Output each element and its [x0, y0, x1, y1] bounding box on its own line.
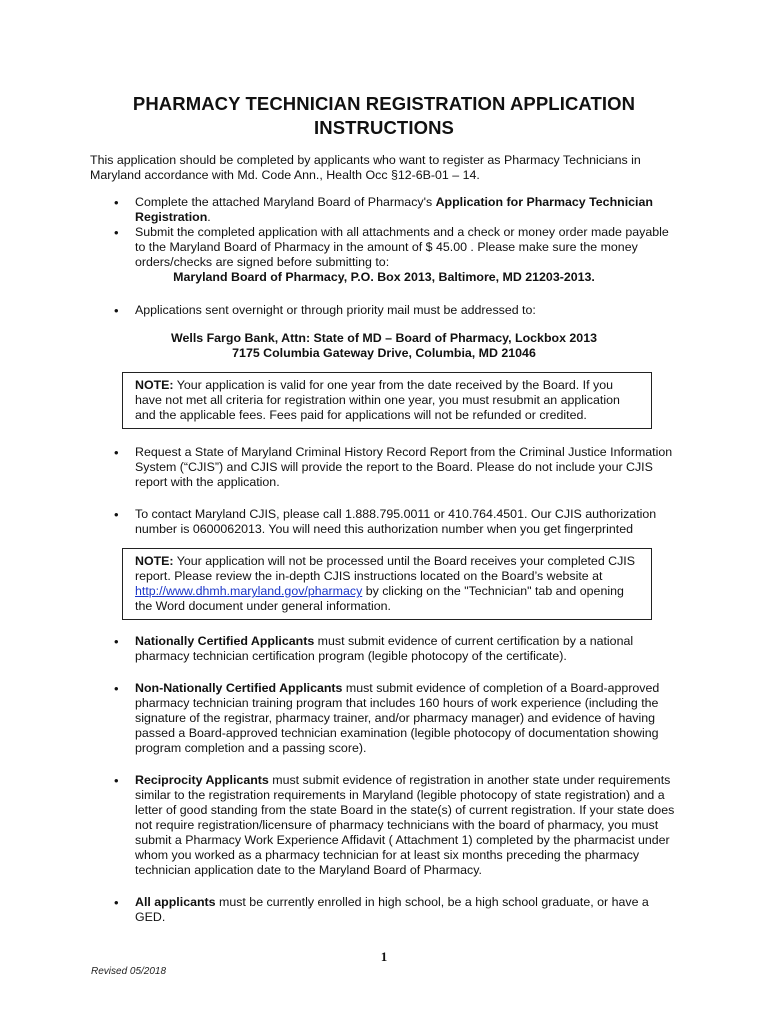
list-item-complete-application: • Complete the attached Maryland Board of Pharmacy's Application for Pharmacy Technician Registration.	[90, 195, 678, 225]
page-number: 1	[380, 949, 388, 964]
mailing-address: Maryland Board of Pharmacy, P.O. Box 2013, Baltimore, MD 21203-2013.	[173, 270, 595, 284]
bullet-list-1	[90, 195, 678, 318]
revision-date: Revised 05/2018	[91, 966, 167, 977]
list-item-cjis-request: • Request a State of Maryland Criminal History Record Report from the Criminal Justice Information System (“CJIS”) and CJIS will provide the report to the Board. Please do not include your CJIS report with the application.	[90, 445, 678, 490]
note-text: Your application is valid for one year from the date received by the Board. If you have not met all criteria for registration within one year, you must resubmit an application and the applicable fees. Fees paid for applications will not be refunded or credited.	[135, 378, 620, 422]
list-item-submit-payment: • Submit the completed application with all attachments and a check or money order made payable to the Maryland Board of Pharmacy in the amount of $ 45.00 . Please make sure the money orders/checks are signed before submitting to: Maryland Board of Pharmacy, P.O. Box 2013, Baltimore, MD 21203-2013.	[90, 225, 678, 285]
bullet-list-3	[90, 634, 678, 925]
note-box-validity	[122, 372, 652, 429]
lockbox-address-line-2: 7175 Columbia Gateway Drive, Columbia, MD 21046	[232, 346, 536, 360]
list-item-reciprocity: • Reciprocity Applicants must submit evidence of registration in another state under requirements similar to the registration requirements in Maryland (legible photocopy of state registration) and a letter of good standing from the state Board in the state(s) of current registration. If your state does not require registration/licensure of pharmacy technicians with the board of pharmacy, you must submit a Pharmacy Work Experience Affidavit ( Attachment 1) completed by the pharmacist under whom you worked as a pharmacy technician for at least six months preceding the pharmacy technician application date to the Maryland Board of Pharmacy.	[90, 773, 678, 878]
board-website-link[interactable]: http://www.dhmh.maryland.gov/pharmacy	[135, 584, 363, 598]
list-item-all-applicants: • All applicants must be currently enrolled in high school, be a high school graduate, or have a GED.	[90, 895, 678, 925]
note-box-cjis: NOTE: Your application will not be processed until the Board receives your completed CJIS report. Please review the in-depth CJIS instructions located on the Board’s website at http://www.dhmh.maryland.gov/pharmacy by clicking on the "Technician" tab and opening the Word document under general information.	[122, 548, 652, 620]
note-label: NOTE:	[135, 554, 174, 568]
lockbox-address-line-1: Wells Fargo Bank, Attn: State of MD – Board of Pharmacy, Lockbox 2013	[171, 331, 597, 345]
list-item-cjis-contact: • To contact Maryland CJIS, please call 1.888.795.0011 or 410.764.4501. Our CJIS authorization number is 0600062013. You will need this authorization number when you get fingerprinted	[90, 507, 678, 537]
list-item-non-nationally-certified: • Non-Nationally Certified Applicants must submit evidence of completion of a Board-approved pharmacy technician training program that includes 160 hours of work experience (including the signature of the registrar, pharmacy trainer, and/or pharmacy manager) and evidence of having passed a Board-approved technician examination (legible photocopy of documentation showing program completion and a passing score).	[90, 681, 678, 756]
page-title: PHARMACY TECHNICIAN REGISTRATION APPLICATION INSTRUCTIONS	[132, 93, 636, 138]
bullet-list-2	[90, 445, 678, 537]
intro-paragraph: This application should be completed by applicants who want to register as Pharmacy Technicians in Maryland accordance with Md. Code Ann., Health Occ §12-6B-01 – 14.	[90, 153, 641, 182]
note-label: NOTE:	[135, 378, 174, 392]
application-form-name: Application for Pharmacy Technician Registration	[135, 195, 653, 224]
list-item-nationally-certified: • Nationally Certified Applicants must submit evidence of current certification by a national pharmacy technician certification program (legible photocopy of the certificate).	[90, 634, 678, 664]
list-item-overnight-mail: • Applications sent overnight or through priority mail must be addressed to:	[90, 303, 678, 318]
